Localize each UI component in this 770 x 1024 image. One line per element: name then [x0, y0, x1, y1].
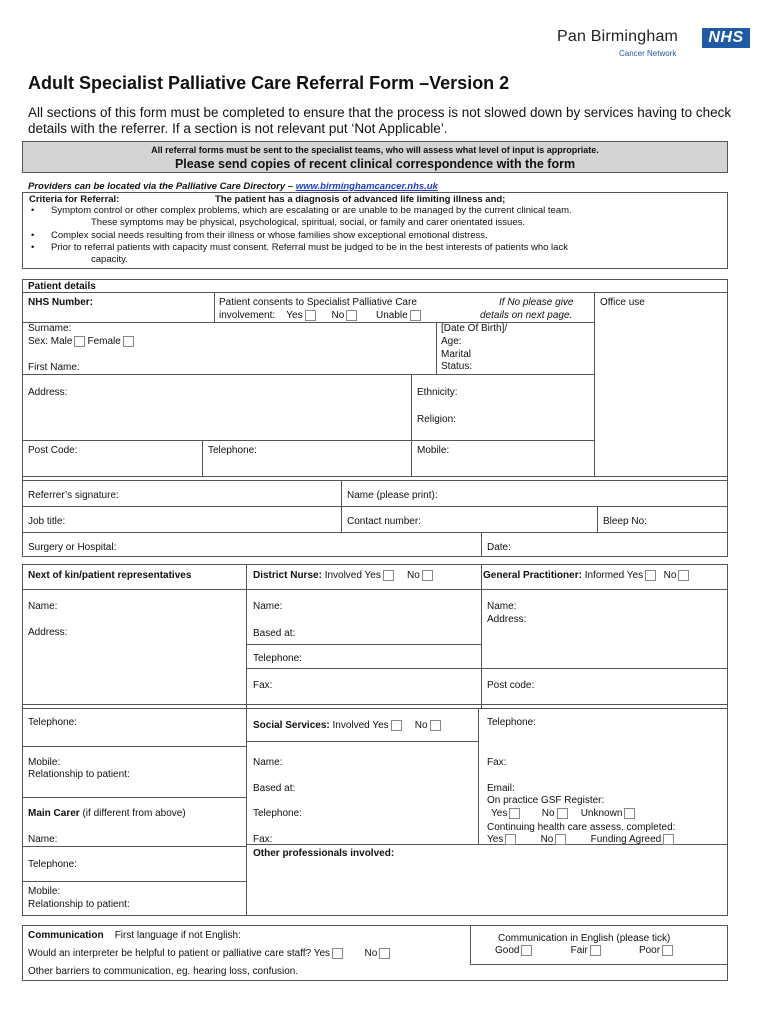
- gsf-no-checkbox[interactable]: [557, 808, 568, 819]
- consent-yes-checkbox[interactable]: [305, 310, 316, 321]
- directory-link[interactable]: www.birminghamcancer.nhs.uk: [295, 181, 438, 192]
- kin-mobile-label: Mobile:: [28, 757, 61, 768]
- dob-label: [Date Of Birth]/: [441, 323, 508, 334]
- carer-mobile-label: Mobile:: [28, 886, 61, 897]
- gp-yes-checkbox[interactable]: [645, 570, 656, 581]
- gp-address-label: Address:: [487, 614, 527, 625]
- consent-label: Patient consents to Specialist Palliative Care: [219, 297, 417, 308]
- notice-line-1: All referral forms must be sent to the specialist teams, who will assess what level of input is appropriate.: [151, 145, 599, 155]
- consent-unable-checkbox[interactable]: [410, 310, 421, 321]
- district-nurse-field: District Nurse: Involved Yes No: [253, 570, 435, 582]
- kin-header: Next of kin/patient representatives: [28, 570, 192, 581]
- date-label: Date:: [487, 542, 511, 553]
- logo-brand: Pan Birmingham: [557, 28, 679, 45]
- providers-line: [28, 181, 438, 192]
- funding-checkbox[interactable]: [663, 834, 674, 845]
- nhs-logo: [557, 26, 752, 64]
- intro-text: All sections of this form must be completed to ensure that the process is not slowed down by services having to check details with the referrer. If a section is not relevant put ‘Not Applicable’.: [28, 105, 732, 136]
- ss-yes-checkbox[interactable]: [391, 720, 402, 731]
- gsf-register-label: On practice GSF Register:: [487, 795, 605, 806]
- chc-no-checkbox[interactable]: [555, 834, 566, 845]
- criteria-box: [22, 192, 728, 269]
- chc-yes-checkbox[interactable]: [505, 834, 516, 845]
- contact-number-label: Contact number:: [347, 516, 421, 527]
- social-services-field: Social Services: Involved Yes No: [253, 720, 443, 732]
- job-title-label: Job title:: [28, 516, 66, 527]
- barriers-label: Other barriers to communication, eg. hearing loss, confusion.: [28, 966, 299, 977]
- carer-name-label: Name:: [28, 834, 58, 845]
- english-options: Good Fair Poor: [495, 945, 675, 957]
- dn-yes-checkbox[interactable]: [383, 570, 394, 581]
- consent-details: details on next page.: [480, 310, 573, 321]
- gp-email-label: Email:: [487, 783, 515, 794]
- sex-female-checkbox[interactable]: [123, 336, 134, 347]
- gsf-options: Yes No Unknown: [491, 808, 637, 820]
- referrer-signature-label: Referrer’s signature:: [28, 490, 119, 501]
- form-title: Adult Specialist Palliative Care Referral Form –Version 2: [28, 73, 510, 93]
- ss-based-label: Based at:: [253, 783, 296, 794]
- notice-line-2: Please send copies of recent clinical correspondence with the form: [174, 157, 576, 171]
- nhs-number-label: NHS Number:: [28, 297, 94, 308]
- sex-male-checkbox[interactable]: [74, 336, 85, 347]
- kin-telephone-label: Telephone:: [28, 717, 77, 728]
- dn-telephone-label: Telephone:: [253, 653, 302, 664]
- sex-field: Sex: Male Female: [28, 336, 136, 348]
- chc-label: Continuing health care assess. completed:: [487, 822, 676, 833]
- interpreter-field: Would an interpreter be helpful to patient or palliative care staff? Yes No: [28, 948, 392, 960]
- interpreter-no-checkbox[interactable]: [379, 948, 390, 959]
- postcode-label: Post Code:: [28, 445, 78, 456]
- interpreter-yes-checkbox[interactable]: [332, 948, 343, 959]
- ss-telephone-label: Telephone:: [253, 808, 302, 819]
- patient-details-header: Patient details: [28, 281, 96, 292]
- gp-postcode-label: Post code:: [487, 680, 535, 691]
- gp-field: General Practitioner: Informed Yes No: [483, 570, 691, 582]
- english-good-checkbox[interactable]: [521, 945, 532, 956]
- contacts-section: [22, 564, 728, 916]
- ethnicity-label: Ethnicity:: [417, 387, 458, 398]
- consent-if-no: If No please give: [499, 297, 574, 308]
- gp-name-label: Name:: [487, 601, 517, 612]
- marital-label: Marital: [441, 349, 472, 360]
- gsf-yes-checkbox[interactable]: [509, 808, 520, 819]
- dn-no-checkbox[interactable]: [422, 570, 433, 581]
- ss-name-label: Name:: [253, 757, 283, 768]
- telephone-label: Telephone:: [208, 445, 257, 456]
- providers-text: Providers can be located via the Palliative Care Directory –: [28, 181, 296, 192]
- carer-relationship-label: Relationship to patient:: [28, 899, 130, 910]
- criteria-bullet: • Complex social needs resulting from their illness or whose families show exceptional emotional distress.: [31, 229, 488, 241]
- status-label: Status:: [441, 361, 473, 372]
- surgery-label: Surgery or Hospital:: [28, 542, 117, 553]
- name-print-label: Name (please print):: [347, 490, 438, 501]
- bleep-label: Bleep No:: [603, 516, 647, 527]
- criteria-label: Criteria for Referral:: [29, 194, 120, 205]
- gp-no-checkbox[interactable]: [678, 570, 689, 581]
- address-label: Address:: [28, 387, 68, 398]
- mobile-label: Mobile:: [417, 445, 450, 456]
- kin-name-label: Name:: [28, 601, 58, 612]
- surname-label: Surname:: [28, 323, 72, 334]
- communication-first-language: Communication First language if not English:: [28, 930, 241, 941]
- notice-box: [22, 141, 728, 173]
- ss-no-checkbox[interactable]: [430, 720, 441, 731]
- ss-fax-label: Fax:: [253, 834, 273, 845]
- carer-telephone-label: Telephone:: [28, 859, 77, 870]
- consent-no-checkbox[interactable]: [346, 310, 357, 321]
- gp-fax-label: Fax:: [487, 757, 507, 768]
- criteria-bullet: • Prior to referral patients with capacity must consent. Referral must be judged to be in the best interests of patients who lack: [31, 241, 568, 253]
- first-name-label: First Name:: [28, 362, 80, 373]
- criteria-bullet: • Symptom control or other complex problems, which are escalating or are unable to be managed by the current clinical team.: [31, 205, 572, 216]
- kin-relationship-label: Relationship to patient:: [28, 769, 130, 780]
- dn-fax-label: Fax:: [253, 680, 273, 691]
- main-carer-label: Main Carer (if different from above): [28, 808, 186, 819]
- gsf-unknown-checkbox[interactable]: [624, 808, 635, 819]
- english-poor-checkbox[interactable]: [662, 945, 673, 956]
- dn-name-label: Name:: [253, 601, 283, 612]
- consent-involvement: involvement: Yes No Unable: [219, 310, 423, 322]
- gp-telephone-label: Telephone:: [487, 717, 536, 728]
- office-use-label: Office use: [600, 297, 645, 308]
- logo-subtitle: Cancer Network: [619, 49, 677, 58]
- kin-address-label: Address:: [28, 627, 68, 638]
- chc-options: Yes No Funding Agreed: [487, 834, 676, 846]
- other-professionals-label: Other professionals involved:: [253, 848, 395, 859]
- religion-label: Religion:: [417, 414, 456, 425]
- english-level-label: Communication in English (please tick): [498, 933, 671, 944]
- english-fair-checkbox[interactable]: [590, 945, 601, 956]
- age-label: Age:: [441, 336, 462, 347]
- nhs-badge: NHS: [702, 28, 750, 48]
- criteria-bullet-cont: capacity.: [91, 254, 128, 266]
- criteria-heading: The patient has a diagnosis of advanced life limiting illness and;: [215, 194, 506, 205]
- criteria-bullet-cont: These symptoms may be physical, psychological, spiritual, social, or family and carer orientated issues.: [91, 217, 526, 229]
- dn-based-label: Based at:: [253, 628, 296, 639]
